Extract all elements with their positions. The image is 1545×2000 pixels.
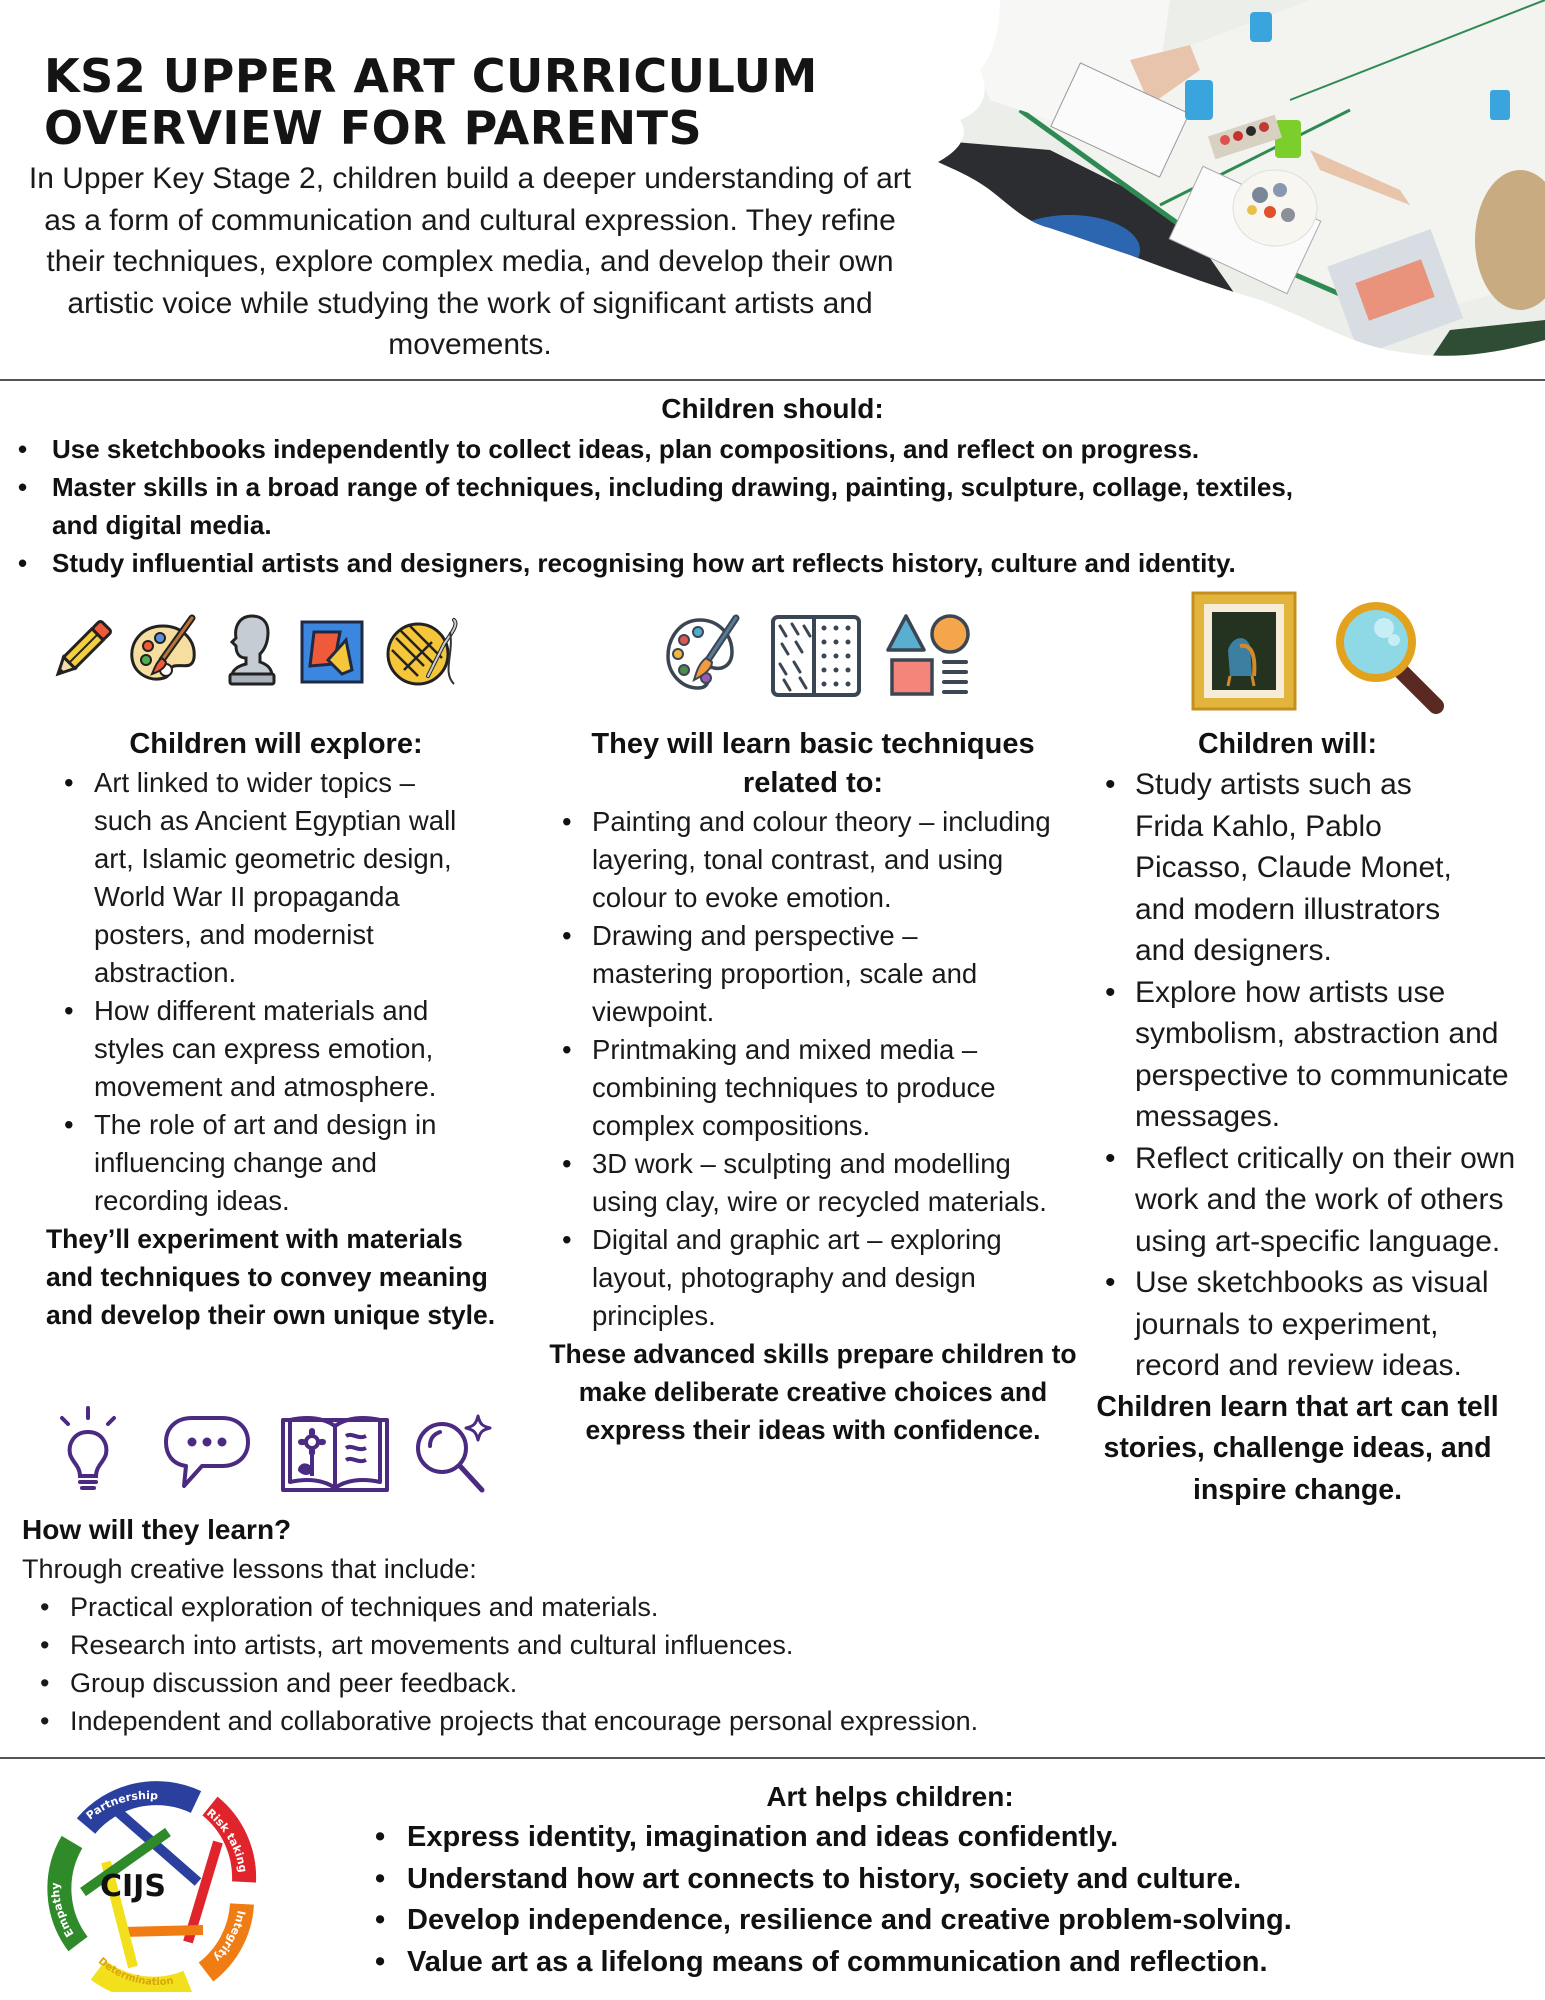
should-item: • Use sketchbooks independently to collect ideas, plan compositions, and reflect on progress. <box>52 430 1545 468</box>
yarn-needle-icon <box>384 614 464 688</box>
art-helps-item: • Develop independence, resilience and creative problem-solving. <box>407 1900 1535 1942</box>
will-closing: Children learn that art can tell stories, challenge ideas, and inspire change. <box>1096 1390 1499 1506</box>
art-helps-list <box>365 1817 1535 1983</box>
will-list <box>1085 764 1530 1387</box>
art-helps-heading: Art helps children: <box>766 1781 1014 1812</box>
will-item: • Reflect critically on their own work and the work of others using art-specific language. <box>1135 1138 1530 1263</box>
will-heading: Children will: <box>1198 728 1377 760</box>
art-helps-item: • Express identity, imagination and ideas confidently. <box>407 1817 1535 1859</box>
learn-item: • Group discussion and peer feedback. <box>70 1664 1122 1702</box>
logo-value: Integrity <box>211 1909 248 1965</box>
logo-value: Determination <box>95 1955 175 1988</box>
shapes-icon <box>884 612 974 698</box>
framed-painting-icon <box>1190 590 1298 712</box>
logo-value: Partnership <box>83 1788 159 1823</box>
will-section <box>1085 725 1530 1511</box>
will-item: • Use sketchbooks as visual journals to experiment, record and review ideas. <box>1135 1262 1530 1387</box>
classroom-photo <box>930 0 1545 360</box>
art-helps-item: • Value art as a lifelong means of communication and reflection. <box>407 1942 1535 1984</box>
should-item: • Study influential artists and designers, recognising how art reflects history, culture and identity. <box>52 544 1545 582</box>
speech-bubble-icon <box>162 1414 252 1494</box>
learn-item: • Independent and collaborative projects that encourage personal expression. <box>70 1702 1122 1740</box>
explore-heading: Children will explore: <box>129 728 423 760</box>
learn-intro: Through creative lessons that include: <box>22 1554 477 1584</box>
lightbulb-icon <box>56 1404 120 1496</box>
techniques-heading: They will learn basic techniques related to: <box>591 728 1035 799</box>
explore-closing: They’ll experiment with materials and techniques to convey meaning and develop their own unique style. <box>46 1224 496 1330</box>
learn-heading: How will they learn? <box>22 1514 292 1545</box>
learn-section <box>22 1510 1122 1740</box>
techniques-item: • Drawing and perspective – mastering proportion, scale and viewpoint. <box>592 917 1078 1031</box>
top-divider <box>0 379 1545 381</box>
title-line-1: KS2 UPPER ART CURRICULUM <box>44 49 818 103</box>
learn-list <box>22 1588 1122 1740</box>
title-line-2: OVERVIEW FOR PARENTS <box>44 101 703 155</box>
art-helps-item: • Understand how art connects to history, society and culture. <box>407 1859 1535 1901</box>
intro-paragraph: In Upper Key Stage 2, children build a deeper understanding of art as a form of communication and cultural expression. They refine their techniques, explore complex media, and develop their own artistic voice while studying the work of significant artists and movements. <box>28 162 912 361</box>
palette-icon <box>126 614 200 688</box>
learn-item: • Research into artists, art movements and cultural influences. <box>70 1626 1122 1664</box>
techniques-item: • Printmaking and mixed media – combining techniques to produce complex compositions. <box>592 1031 1078 1145</box>
school-logo <box>28 1772 258 1992</box>
will-item: • Explore how artists use symbolism, abstraction and perspective to communicate messages. <box>1135 972 1530 1138</box>
should-list <box>0 430 1545 582</box>
techniques-section <box>548 725 1078 1449</box>
explore-item: • The role of art and design in influencing change and recording ideas. <box>94 1106 506 1220</box>
will-item: • Study artists such as Frida Kahlo, Pablo Picasso, Claude Monet, and modern illustrators and designers. <box>1135 764 1530 972</box>
should-heading: Children should: <box>661 393 884 424</box>
techniques-item: • 3D work – sculpting and modelling using clay, wire or recycled materials. <box>592 1145 1078 1221</box>
palette-brush-icon <box>662 612 742 694</box>
texture-pattern-icon <box>770 614 862 698</box>
techniques-list <box>548 803 1078 1335</box>
page-title <box>44 50 924 154</box>
techniques-item: • Painting and colour theory – including layering, tonal contrast, and using colour to evoke emotion. <box>592 803 1078 917</box>
art-helps-section <box>365 1777 1535 1983</box>
bust-sculpture-icon <box>224 612 280 688</box>
explore-list <box>46 764 506 1220</box>
learn-item: • Practical exploration of techniques and materials. <box>70 1588 1122 1626</box>
pencil-icon <box>46 614 118 686</box>
logo-value: Risk taking <box>204 1806 250 1874</box>
magnifying-glass-icon <box>1330 596 1448 714</box>
explore-item: • How different materials and styles can express emotion, movement and atmosphere. <box>94 992 506 1106</box>
logo-text: CIJS <box>100 1869 166 1904</box>
collage-icon <box>300 620 364 684</box>
explore-item: • Art linked to wider topics – such as Ancient Egyptian wall art, Islamic geometric design, World War II propaganda posters, and modernist abstraction. <box>94 764 506 992</box>
sparkle-search-icon <box>412 1410 498 1500</box>
open-book-icon <box>280 1412 390 1494</box>
logo-value: Empathy <box>48 1882 77 1940</box>
explore-section <box>46 725 506 1334</box>
should-item: • Master skills in a broad range of techniques, including drawing, painting, sculpture, collage, textiles, and digital media. <box>52 468 1545 544</box>
bottom-divider <box>0 1757 1545 1759</box>
techniques-closing: These advanced skills prepare children to make deliberate creative choices and express their ideas with confidence. <box>549 1339 1077 1445</box>
techniques-item: • Digital and graphic art – exploring layout, photography and design principles. <box>592 1221 1078 1335</box>
